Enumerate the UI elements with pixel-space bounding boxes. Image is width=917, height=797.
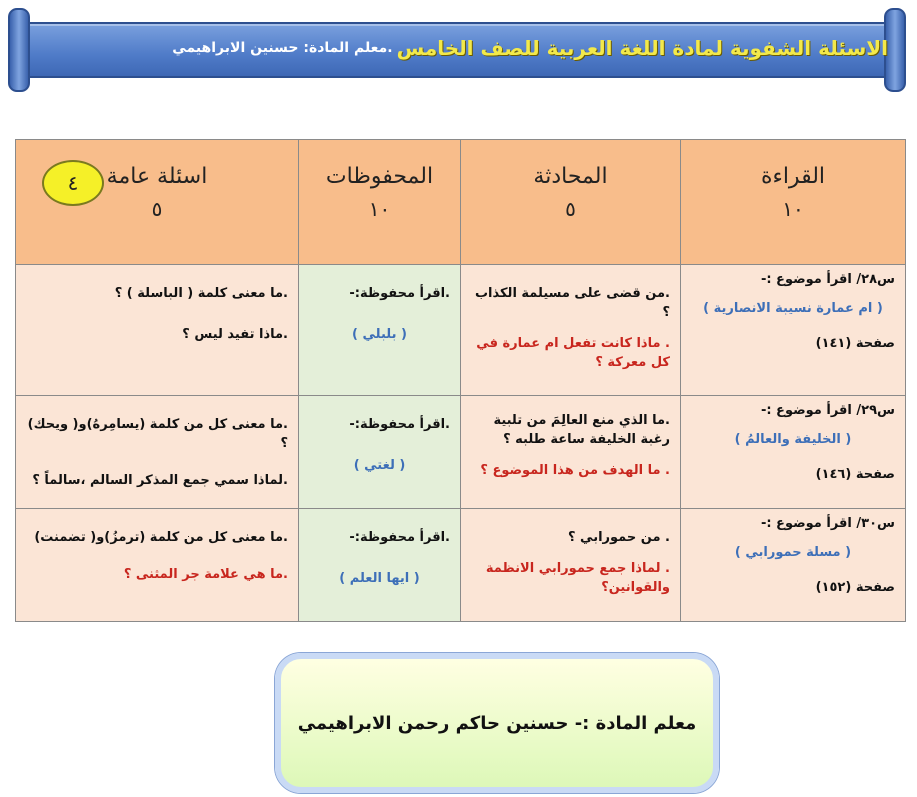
reading-prompt: س٢٩/ اقرأ موضوع :- bbox=[760, 403, 895, 418]
header-reading bbox=[681, 140, 906, 265]
header-score: ١٠ bbox=[368, 197, 391, 221]
conversation-question: . من حمورابي ؟ bbox=[567, 530, 670, 545]
reading-page: صفحة (١٤١) bbox=[815, 335, 895, 351]
general-cell bbox=[16, 265, 299, 396]
header-title: المحفوظات bbox=[325, 164, 434, 189]
reading-page: صفحة (١٤٦) bbox=[815, 466, 895, 482]
memorization-prompt: .اقرأ محفوظة:- bbox=[349, 286, 450, 301]
memorization-cell bbox=[299, 265, 461, 396]
header-title: اسئلة عامة bbox=[106, 164, 208, 189]
header-memorization bbox=[299, 140, 461, 265]
general-question: .لماذا سمي جمع المذكر السالم ،سالماً ؟ bbox=[32, 472, 288, 488]
table-header-row bbox=[16, 140, 906, 265]
header-title: المحادثة bbox=[533, 164, 608, 189]
teacher-name: معلم المادة :- حسنين حاكم رحمن الابراهيمي bbox=[297, 712, 697, 734]
general-question: .ما معنى كل من كلمة (ترمزُ)و( تضمنت) bbox=[34, 530, 288, 545]
header-score: ١٠ bbox=[782, 197, 804, 221]
reading-topic: ( ام عمارة نسيبة الانصارية ) bbox=[703, 300, 883, 316]
reading-prompt: س٣٠/ اقرأ موضوع :- bbox=[760, 516, 895, 531]
conversation-cell bbox=[461, 509, 681, 622]
reading-cell bbox=[681, 396, 906, 509]
general-question: .ما معنى كلمة ( الباسلة ) ؟ bbox=[114, 286, 288, 301]
general-question: .ما هي علامة جر المثنى ؟ bbox=[123, 566, 288, 582]
reading-prompt: س٢٨/ اقرأ موضوع :- bbox=[760, 272, 895, 287]
table-row bbox=[16, 396, 906, 509]
reading-cell bbox=[681, 265, 906, 396]
reading-page: صفحة (١٥٢) bbox=[815, 579, 895, 595]
banner-roll-left bbox=[8, 8, 30, 92]
general-cell bbox=[16, 509, 299, 622]
reading-cell bbox=[681, 509, 906, 622]
memorization-cell bbox=[299, 509, 461, 622]
conversation-cell bbox=[461, 396, 681, 509]
general-question: .ماذا تفيد ليس ؟ bbox=[182, 326, 288, 342]
banner-title-line bbox=[28, 32, 888, 64]
memorization-title: ( ايها العلم ) bbox=[339, 570, 420, 586]
reading-topic: ( مسلة حمورابي ) bbox=[734, 544, 852, 560]
conversation-question: .ما الذي منع العالِمَ من تلبية رغبة الخليفة ساعة طلبه ؟ bbox=[493, 413, 670, 447]
memorization-prompt: .اقرأ محفوظة:- bbox=[349, 530, 450, 545]
memorization-cell bbox=[299, 396, 461, 509]
banner-title: الاسئلة الشفوية لمادة اللغة العربية للصف الخامس bbox=[396, 36, 888, 60]
conversation-question: . لماذا جمع حمورابي الانظمة والقوانين؟ bbox=[485, 560, 670, 595]
general-question: .ما معنى كل من كلمة (يسامِرهُ)و( ويحك) ؟ bbox=[27, 417, 288, 451]
header-score: ٥ bbox=[565, 197, 576, 221]
memorization-prompt: .اقرأ محفوظة:- bbox=[349, 417, 450, 432]
table-row bbox=[16, 265, 906, 396]
conversation-question: . ما الهدف من هذا الموضوع ؟ bbox=[480, 462, 670, 478]
conversation-question: .من قضى على مسيلمة الكذاب ؟ bbox=[474, 286, 670, 320]
memorization-title: ( بلبلي ) bbox=[352, 326, 407, 342]
header-general bbox=[16, 140, 299, 265]
banner-subtitle: .معلم المادة: حسنين الابراهيمي bbox=[172, 40, 393, 56]
table-row bbox=[16, 509, 906, 622]
number-badge: ٤ bbox=[42, 160, 104, 206]
title-banner bbox=[8, 8, 906, 88]
reading-topic: ( الخليفة والعالمُ ) bbox=[734, 431, 852, 447]
teacher-box bbox=[275, 653, 719, 793]
conversation-cell bbox=[461, 265, 681, 396]
memorization-title: ( لغتي ) bbox=[353, 457, 406, 473]
general-cell bbox=[16, 396, 299, 509]
header-title: القراءة bbox=[760, 164, 826, 189]
header-conversation bbox=[461, 140, 681, 265]
questions-table bbox=[15, 139, 906, 622]
conversation-question: . ماذا كانت تفعل ام عمارة في كل معركة ؟ bbox=[476, 335, 670, 370]
header-score: ٥ bbox=[151, 197, 163, 221]
